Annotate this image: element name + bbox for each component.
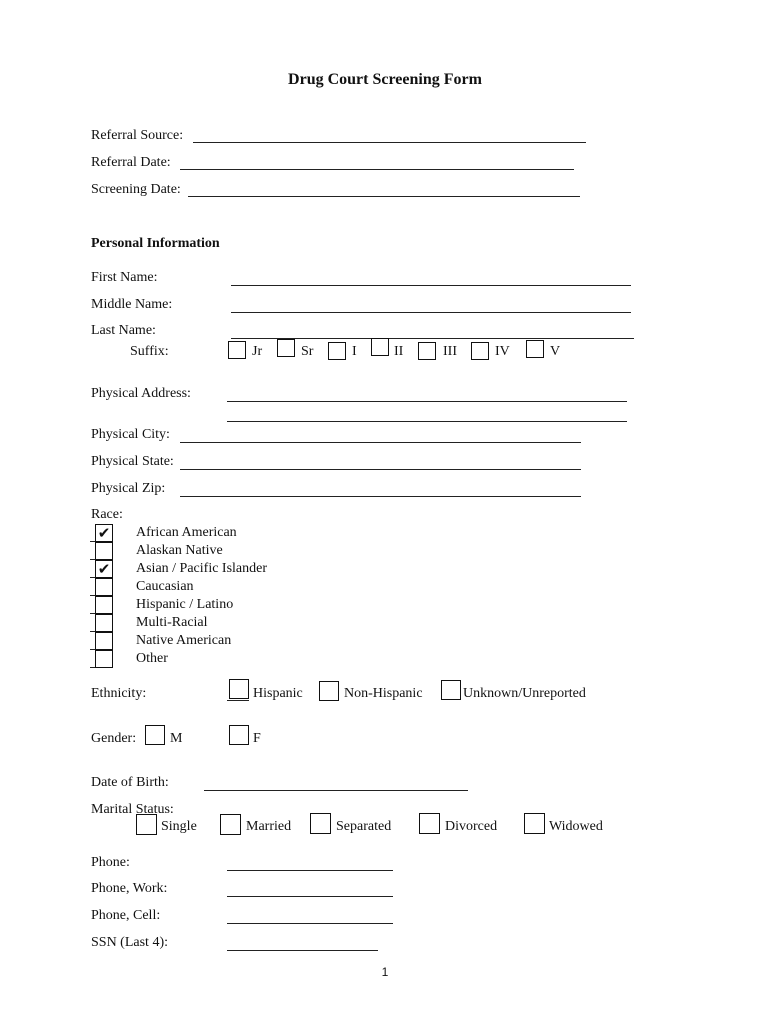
- physical-zip-field[interactable]: [180, 496, 581, 497]
- phone-field[interactable]: [227, 870, 393, 871]
- suffix-jr-label: Jr: [252, 344, 263, 359]
- marital-married-label: Married: [246, 819, 292, 834]
- ethnicity-label: Ethnicity:: [91, 686, 147, 701]
- gender-label: Gender:: [91, 731, 137, 746]
- race-caucasian-checkbox[interactable]: [95, 578, 113, 596]
- referral-source-label: Referral Source:: [91, 128, 184, 143]
- suffix-ii-checkbox[interactable]: [371, 338, 389, 356]
- ethnicity-unknown-label: Unknown/Unreported: [463, 686, 586, 701]
- race-asian-pacific-islander-checkbox[interactable]: [95, 560, 113, 578]
- marital-single-label: Single: [161, 819, 197, 834]
- physical-city-field[interactable]: [180, 442, 581, 443]
- middle-name-field[interactable]: [231, 312, 631, 313]
- page-number: 1: [381, 965, 389, 979]
- screening-date-field[interactable]: [188, 196, 580, 197]
- ssn-field[interactable]: [227, 950, 378, 951]
- suffix-jr-checkbox[interactable]: [228, 341, 246, 359]
- physical-state-label: Physical State:: [91, 454, 174, 469]
- race-native-american-checkbox[interactable]: [95, 632, 113, 650]
- suffix-iii-checkbox[interactable]: [418, 342, 436, 360]
- race-african-american-label: African American: [136, 525, 237, 540]
- referral-source-field[interactable]: [193, 142, 586, 143]
- ssn-label: SSN (Last 4):: [91, 935, 168, 950]
- marital-divorced-checkbox[interactable]: [419, 813, 440, 834]
- suffix-v-label: V: [550, 344, 561, 359]
- race-multi-racial-checkbox[interactable]: [95, 614, 113, 632]
- race-other-checkbox[interactable]: [95, 650, 113, 668]
- marital-divorced-label: Divorced: [445, 819, 498, 834]
- suffix-iv-label: IV: [495, 344, 510, 359]
- race-hispanic-latino-label: Hispanic / Latino: [136, 597, 234, 612]
- gender-f-label: F: [253, 731, 261, 746]
- dob-label: Date of Birth:: [91, 775, 169, 790]
- phone-cell-field[interactable]: [227, 923, 393, 924]
- dob-field[interactable]: [204, 790, 468, 791]
- physical-city-label: Physical City:: [91, 427, 170, 442]
- marital-widowed-checkbox[interactable]: [524, 813, 545, 834]
- race-african-american-checkbox[interactable]: [95, 524, 113, 542]
- race-hispanic-latino-checkbox[interactable]: [95, 596, 113, 614]
- referral-date-label: Referral Date:: [91, 155, 171, 170]
- gender-f-checkbox[interactable]: [229, 725, 249, 745]
- last-name-label: Last Name:: [91, 323, 156, 338]
- race-alaskan-native-label: Alaskan Native: [136, 543, 223, 558]
- marital-separated-label: Separated: [336, 819, 392, 834]
- marital-separated-checkbox[interactable]: [310, 813, 331, 834]
- screening-date-label: Screening Date:: [91, 182, 181, 197]
- marital-single-checkbox[interactable]: [136, 814, 157, 835]
- ethnicity-hispanic-checkbox[interactable]: [229, 679, 249, 699]
- first-name-label: First Name:: [91, 270, 158, 285]
- race-multi-racial-label: Multi-Racial: [136, 615, 208, 630]
- ethnicity-hispanic-underline: [227, 700, 249, 701]
- race-other-label: Other: [136, 651, 168, 666]
- physical-address-field-1[interactable]: [227, 401, 627, 402]
- suffix-iv-checkbox[interactable]: [471, 342, 489, 360]
- ethnicity-non-hispanic-checkbox[interactable]: [319, 681, 339, 701]
- page-title: Drug Court Screening Form: [288, 71, 482, 88]
- suffix-label: Suffix:: [130, 344, 169, 359]
- check-mark-icon: ✔: [97, 559, 111, 578]
- suffix-i-label: I: [352, 344, 357, 359]
- race-asian-pacific-islander-label: Asian / Pacific Islander: [136, 561, 268, 576]
- ethnicity-non-hispanic-label: Non-Hispanic: [344, 686, 423, 701]
- middle-name-label: Middle Name:: [91, 297, 173, 312]
- ethnicity-hispanic-label: Hispanic: [253, 686, 303, 701]
- phone-work-label: Phone, Work:: [91, 881, 168, 896]
- suffix-sr-checkbox[interactable]: [277, 339, 295, 357]
- personal-info-heading: Personal Information: [91, 236, 220, 251]
- check-mark-icon: ✔: [97, 523, 111, 542]
- marital-married-checkbox[interactable]: [220, 814, 241, 835]
- marital-status-label: Marital Status:: [91, 802, 174, 817]
- race-alaskan-native-checkbox[interactable]: [95, 542, 113, 560]
- suffix-i-checkbox[interactable]: [328, 342, 346, 360]
- first-name-field[interactable]: [231, 285, 631, 286]
- physical-address-label: Physical Address:: [91, 386, 191, 401]
- ethnicity-unknown-checkbox[interactable]: [441, 680, 461, 700]
- physical-state-field[interactable]: [180, 469, 581, 470]
- race-label: Race:: [91, 507, 123, 522]
- race-caucasian-label: Caucasian: [136, 579, 194, 594]
- phone-work-field[interactable]: [227, 896, 393, 897]
- suffix-v-checkbox[interactable]: [526, 340, 544, 358]
- physical-zip-label: Physical Zip:: [91, 481, 166, 496]
- marital-widowed-label: Widowed: [549, 819, 603, 834]
- gender-m-checkbox[interactable]: [145, 725, 165, 745]
- physical-address-field-2[interactable]: [227, 421, 627, 422]
- referral-date-field[interactable]: [180, 169, 574, 170]
- suffix-ii-label: II: [394, 344, 404, 359]
- race-native-american-label: Native American: [136, 633, 232, 648]
- gender-m-label: M: [170, 731, 183, 746]
- phone-cell-label: Phone, Cell:: [91, 908, 161, 923]
- suffix-iii-label: III: [443, 344, 457, 359]
- phone-label: Phone:: [91, 855, 130, 870]
- suffix-sr-label: Sr: [301, 344, 314, 359]
